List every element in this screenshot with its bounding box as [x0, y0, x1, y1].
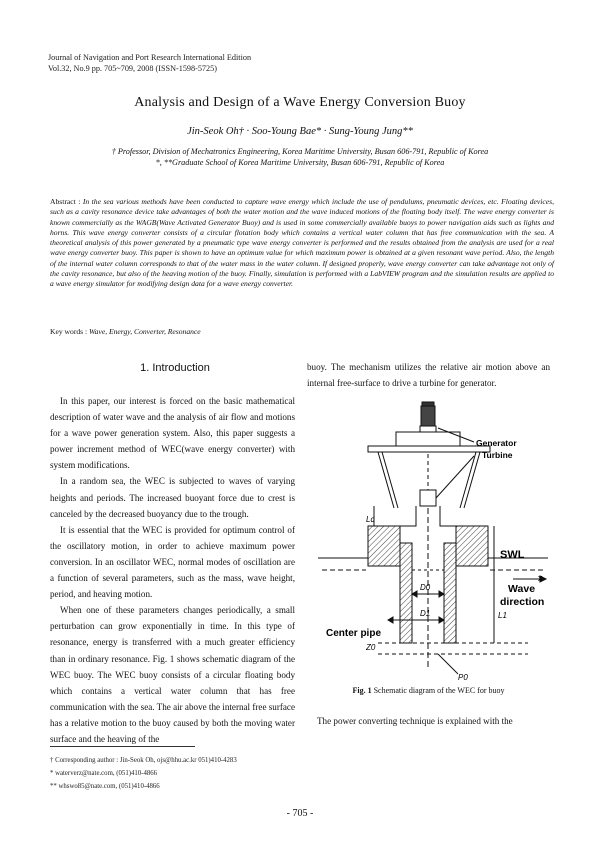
- abstract-text: In the sea various methods have been conducted to capture wave energy which include the use of pendulums, pneumatic devices, etc. Floating devices, such as a cavity resonance device take advantages of both the water motion and the wave induced motions of the floating body itself. The wave energy converter is known commercially as the WAGB(Wave Activated Generator Buoy) and is used in some commercially available buoys to power navigation aids such as lights and horns. This wave energy converter consists of a circular flotation body which contains a vertical water column that has free communication with the sea. A theoretical analysis of this power generated by a pneumatic type wave energy converter is performed and the results obtained from the analysis are used for a real wave energy converter buoy. This paper is shown to have an optimum value for which maximum power is obtained at a given resonant wave period. Also, the length of the internal water column corresponds to that of the water mass in the water column. If designed properly, wave energy converter can take advantage not only of the cavity resonance, but also of the heaving motion of the buoy. Finally, simulation is performed with a LabVIEW program and the simulation results are applied to a wave energy simulator for modifying design data for a wave energy converter.: [50, 197, 554, 289]
- label-direction: direction: [500, 596, 545, 608]
- footnote-2: * waterverz@nate.com, (051)410-4866: [50, 770, 158, 777]
- page-number: - 705 -: [286, 808, 314, 819]
- diagram-turbine: [420, 490, 436, 506]
- figure-caption-label: Fig. 1: [352, 686, 372, 695]
- paragraph: The power converting technique is explained with the: [317, 716, 513, 726]
- footnote-divider: [50, 746, 195, 747]
- section-heading: 1. Introduction: [140, 362, 210, 374]
- affiliations: [40, 146, 560, 168]
- diagram-center-pipe-left: [400, 543, 412, 643]
- left-column: [50, 393, 295, 747]
- label-generator: Generator: [476, 438, 517, 448]
- label-x: x: [538, 573, 543, 583]
- diagram-top-box: [396, 432, 460, 446]
- keywords-text: Wave, Energy, Converter, Resonance: [89, 327, 201, 336]
- keywords: [50, 327, 201, 336]
- affiliation-1: † Professor, Division of Mechatronics Engineering, Korea Maritime University, Busan 606-791, Republic of Korea: [111, 147, 489, 156]
- journal-name: Journal of Navigation and Port Research International Edition: [48, 53, 252, 62]
- label-p0: P0: [458, 673, 468, 682]
- journal-volume: Vol.32, No.9 pp. 705~709, 2008 (ISSN-1598-5725): [48, 64, 217, 73]
- footnote-3: ** whswo85@nate.com, (051)410-4866: [50, 783, 160, 790]
- paper-title: Analysis and Design of a Wave Energy Conversion Buoy: [134, 95, 466, 110]
- affiliation-2: *, **Graduate School of Korea Maritime University, Busan 606-791, Republic of Korea: [155, 158, 445, 167]
- figure-caption: [307, 686, 550, 695]
- label-swl: SWL: [500, 549, 525, 561]
- diagram-platform: [368, 446, 490, 452]
- diagram-cap: [422, 402, 434, 406]
- paragraph: In this paper, our interest is forced on the basic mathematical description of water wave and the analysis of air flow and motions for a wave power generation system. Also, this paper suggests a power increment method of WEC(wave energy converter) with system modifications.: [50, 396, 295, 471]
- keywords-label: Key words :: [50, 327, 90, 336]
- label-center-pipe: Center pipe: [326, 628, 382, 639]
- label-l1: L1: [498, 611, 507, 620]
- paragraph-continuation: buoy. The mechanism utilizes the relative air motion above an internal free-surface to drive a turbine for generator.: [307, 362, 550, 389]
- label-z0: Z0: [366, 643, 376, 652]
- paragraph: It is essential that the WEC is provided for optimum control of the oscillatory motion, in order to achieve maximum power conversion. In an oscillator WEC, normal modes of oscillation are a function of several parameters, such as the mass, wave height, period, and heaving motion.: [50, 524, 295, 600]
- label-turbine: Turbine: [482, 450, 513, 460]
- right-column-bottom: [307, 713, 550, 729]
- wec-buoy-diagram: [308, 398, 550, 682]
- diagram-float-left: [368, 526, 400, 566]
- label-lc: Lc: [366, 515, 375, 524]
- diagram-leg-left: [378, 452, 394, 508]
- footnote-1: † Corresponding author : Jin-Seok Oh, ojs@hhu.ac.kr 051)410-4283: [50, 757, 237, 764]
- figure-caption-text: Schematic diagram of the WEC for buoy: [371, 686, 505, 695]
- diagram-flange: [420, 426, 436, 432]
- diagram-center-pipe-right: [444, 543, 456, 643]
- paragraph: In a random sea, the WEC is subjected to waves of varying heights and periods. The increased buoyant force due to crest is canceled by the decreased buoyancy due to the trough.: [50, 476, 295, 519]
- diagram-float-right: [456, 526, 488, 566]
- author-list: Jin-Seok Oh† · Soo-Young Bae* · Sung-Young Jung**: [187, 126, 413, 137]
- label-d0: D0: [420, 583, 431, 592]
- paragraph: When one of these parameters changes periodically, a small perturbation can grow exponentially in time. In this type of resonance, energy is transferred with a much greater efficiency than in ordinary resonance. Fig. 1 shows schematic diagram of the WEC buoy. The WEC buoy consists of a circular floating body which contains a vertical water column that has free communication with the sea. The air above the internal free surface has a relative motion to the buoy caused by both the moving water surface and the heaving of the: [50, 605, 296, 744]
- journal-header: [48, 52, 251, 74]
- diagram-leg-right: [464, 452, 480, 508]
- abstract-label: Abstract :: [50, 197, 83, 206]
- label-wave: Wave: [508, 583, 536, 595]
- right-column-top: [307, 359, 550, 391]
- label-d1: D1: [420, 609, 431, 618]
- diagram-generator-housing: [421, 406, 435, 426]
- abstract: [50, 197, 554, 290]
